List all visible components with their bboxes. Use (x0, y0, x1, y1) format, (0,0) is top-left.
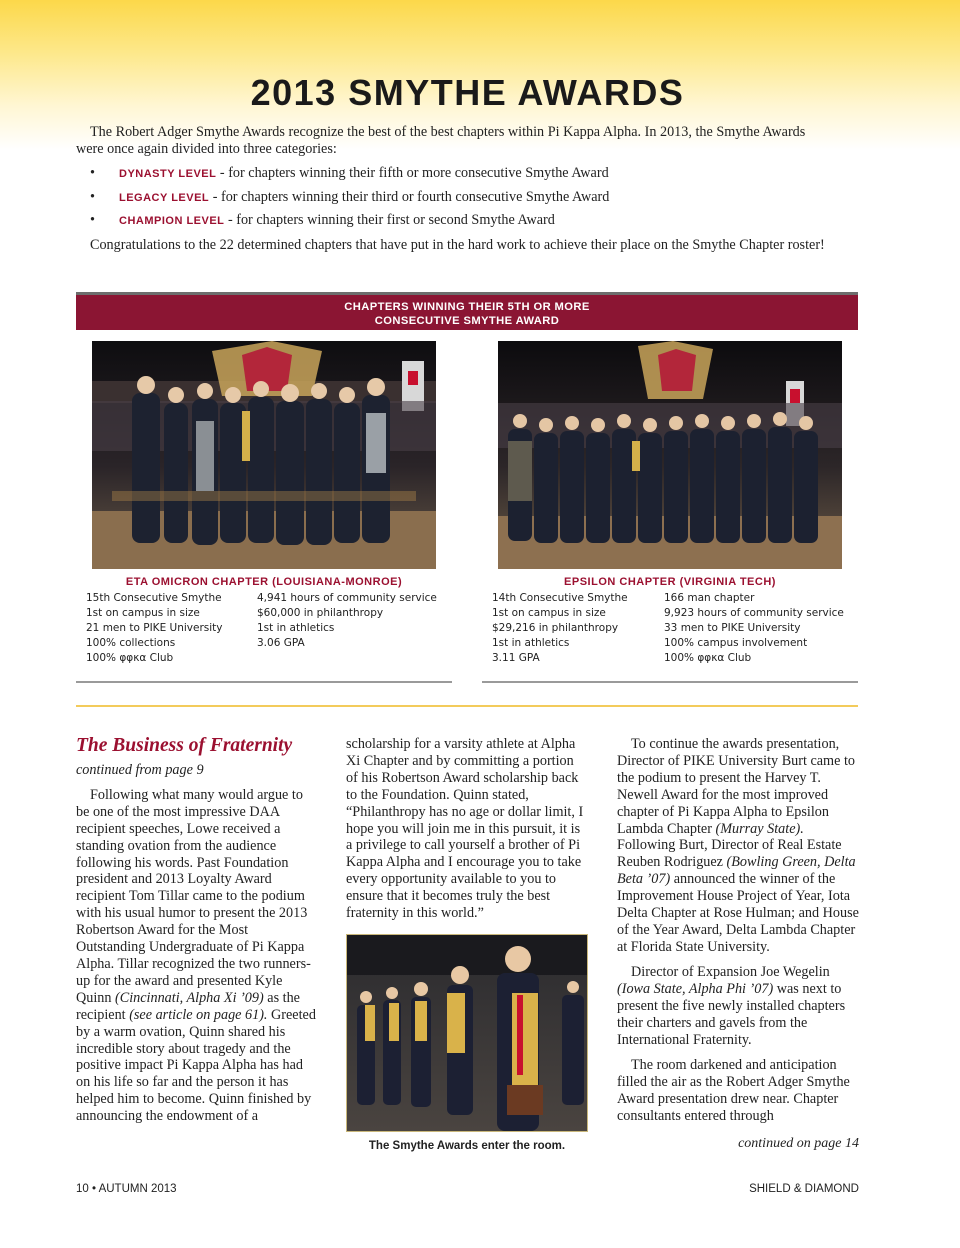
text-run: To continue the awards presentation, Director of PIKE University Burt came to the podium to present the Harvey T. Newell Award for the most improved chapter of Pi Kappa Alpha to Epsilon Lambda Chapter (617, 736, 855, 837)
section-divider-right (482, 681, 858, 683)
article-column-1 (76, 734, 318, 1134)
article-column-3 (617, 736, 859, 1133)
epsilon-stats-left (492, 591, 628, 666)
stat-item: 9,923 hours of community service (664, 607, 844, 619)
stat-item: 1st on campus in size (492, 607, 606, 619)
text-run: (see article on page 61). (129, 1006, 268, 1023)
congratulations-paragraph: Congratulations to the 22 determined chapters that have put in the hard work to achieve their place on the Smythe Chapter roster! (90, 236, 825, 253)
champion-level-label: CHAMPION LEVEL (119, 215, 225, 227)
eta-omicron-chapter-title: ETA OMICRON CHAPTER (LOUISIANA-MONROE) (125, 576, 403, 588)
text-run: (Murray State). (715, 820, 804, 837)
page-title: 2013 SMYTHE AWARDS (250, 72, 685, 113)
stat-item: $60,000 in philanthropy (257, 607, 384, 619)
text-run: (Cincinnati, Alpha Xi ’09) (115, 989, 264, 1006)
text-run: Greeted by a warm ovation, Quinn shared his incredible story about tragedy and the positive impact Pi Kappa Alpha has had on his life so far and the person it has helped him to become. Quinn finished by announcing the endowment of a (76, 1006, 316, 1125)
article-paragraph (76, 787, 318, 1125)
stat-item: 1st on campus in size (86, 607, 200, 619)
stat-item: 1st in athletics (492, 637, 570, 649)
dynasty-level-label: DYNASTY LEVEL (119, 168, 217, 180)
list-item (76, 209, 836, 233)
epsilon-photo (498, 341, 842, 569)
stat-item: 100% φφκα Club (664, 652, 752, 664)
stat-item: $29,216 in philanthropy (492, 622, 619, 634)
gold-divider (76, 705, 858, 707)
bullet: • (90, 165, 95, 181)
text-run: announced the winner of the Improvement House Project of Year, Iota Delta Chapter at Rose Hulman; and House of the Year Award, Delta Lambda Chapter at Florida State University. (617, 871, 859, 955)
continued-note: continued on page 14 (738, 1136, 859, 1151)
article-paragraph: The room darkened and anticipation filled the air as the Robert Adger Smythe Award presentation drew near. Chapter consultants entered through (617, 1057, 850, 1125)
stat-item: 100% collections (86, 637, 176, 649)
article-subtitle: continued from page 9 (76, 762, 204, 778)
intro-paragraph: The Robert Adger Smythe Awards recognize the best of the best chapters within Pi Kappa Alpha. In 2013, the Smythe Awards were once again divided into three categories: (76, 124, 806, 157)
stat-item: 100% campus involvement (664, 637, 808, 649)
photo-caption: The Smythe Awards enter the room. (368, 1140, 566, 1152)
stat-item: 33 men to PIKE University (664, 622, 801, 634)
list-item (76, 186, 836, 210)
bullet: • (90, 188, 95, 205)
intro-section (76, 124, 836, 254)
article-paragraph (617, 736, 859, 956)
text-run: (Iowa State, Alpha Phi ’07) (617, 981, 774, 998)
epsilon-chapter-title: EPSILON CHAPTER (VIRGINIA TECH) (564, 576, 776, 588)
text-run: Following what many would argue to be one of the most impressive DAA recipient speeches, Lowe received a standing ovation from the audience following his words. Past Foundation president and 2013 Loyalty Award recipient Tom Tillar came to the podium with his usual humor to present the 2013 Robertson Award for the Most Outstanding Undergraduate of Pi Kappa Alpha. Tillar recognized the two runners-up for the award and presented Kyle Quinn (76, 786, 311, 1006)
epsilon-stats (492, 591, 852, 671)
banner-line-1: CHAPTERS WINNING THEIR 5TH OR MORE (344, 301, 590, 313)
eta-omicron-stats (86, 591, 436, 671)
list-item (76, 162, 836, 186)
smythe-awards-entrance-photo (346, 934, 588, 1132)
footer-publication: SHIELD & DIAMOND (749, 1183, 859, 1195)
text-run: as the recipient (76, 989, 300, 1023)
eta-omicron-stats-left (86, 591, 223, 666)
section-divider-left (76, 681, 452, 683)
stat-item: 14th Consecutive Smythe (492, 592, 628, 604)
article-title: The Business of Fraternity (76, 735, 293, 756)
stat-item: 3.11 GPA (492, 652, 540, 664)
legacy-level-text: - for chapters winning their third or fourth consecutive Smythe Award (209, 188, 610, 205)
bullet: • (90, 212, 95, 228)
article-paragraph: scholarship for a varsity athlete at Alpha Xi Chapter and by committing a portion of his Robertson Award scholarship back to the Foundation. Quinn stated, “Philanthropy has no age or dollar limit, I hope you will join me in this pursuit, it is a privilege to call yourself a brother of Pi Kappa Alpha and I encourage you to take every opportunity available to you to ensure that it becomes truly the best fraternity in this world.” (346, 736, 584, 922)
text-run: Following Burt, Director of Real Estate Reuben Rodriguez (617, 837, 842, 871)
epsilon-stats-right (664, 591, 844, 666)
dynasty-level-text: - for chapters winning their fifth or more consecutive Smythe Award (216, 165, 609, 181)
stat-item: 166 man chapter (664, 592, 755, 604)
stat-item: 1st in athletics (257, 622, 335, 634)
stat-item: 100% φφκα Club (86, 652, 174, 664)
eta-omicron-stats-right (257, 591, 437, 651)
champion-level-text: - for chapters winning their first or second Smythe Award (224, 212, 555, 228)
stat-item: 4,941 hours of community service (257, 592, 437, 604)
stat-item: 21 men to PIKE University (86, 622, 223, 634)
article-paragraph (617, 964, 859, 1049)
stat-item: 15th Consecutive Smythe (86, 592, 222, 604)
dynasty-banner (76, 292, 858, 330)
stat-item: 3.06 GPA (257, 637, 305, 649)
eta-omicron-photo (92, 341, 436, 569)
legacy-level-label: LEGACY LEVEL (119, 191, 210, 204)
award-levels-list (76, 162, 836, 233)
article-column-2 (346, 736, 588, 930)
banner-line-2: CONSECUTIVE SMYTHE AWARD (374, 315, 560, 327)
text-run: (Bowling Green, Delta Beta ’07) (617, 854, 856, 888)
text-run: Director of Expansion Joe Wegelin (631, 964, 830, 981)
footer-page-info: 10 • AUTUMN 2013 (76, 1183, 177, 1195)
text-run: was next to present the five newly installed chapters their charters and gavels from the International Fraternity. (617, 981, 846, 1048)
